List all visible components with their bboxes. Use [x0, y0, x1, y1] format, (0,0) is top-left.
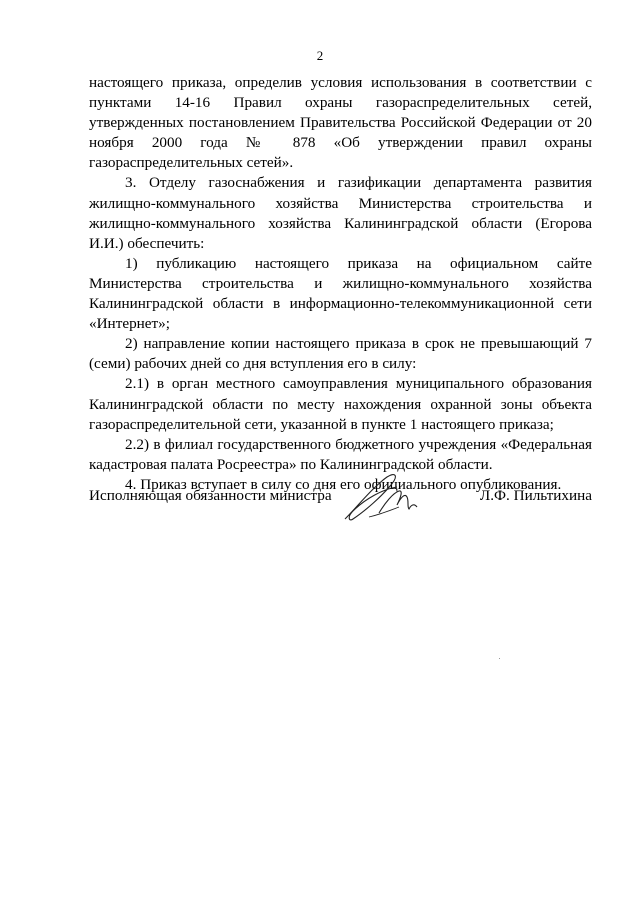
paragraph-continuation: настоящего приказа, определив условия использования в соответствии с пунктами 14-16 Правил охраны газораспределительных сетей, утвержденных постановлением Правительства Российской Федерации от 20 ноября 2000 года № 878 «Об утверждении правил охраны газораспределительных сетей».: [89, 74, 592, 172]
paragraph-item-4: 4. Приказ вступает в силу со дня его официального опубликования.: [125, 475, 562, 493]
paragraph-item-2-2: 2.2) в филиал государственного бюджетного учреждения «Федеральная кадастровая палата Росреестра» по Калининградской области.: [89, 435, 592, 473]
signature-block: [89, 487, 592, 527]
signatory-name: Л.Ф. Пильтихина: [479, 487, 592, 504]
signatory-title: Исполняющая обязанности министра: [89, 487, 332, 504]
scan-speck: [499, 658, 500, 659]
page-number: 2: [316, 48, 324, 63]
paragraph-item-2-1: 2.1) в орган местного самоуправления муниципального образования Калининградской области по месту нахождения охранной зоны объекта газораспределительной сети, указанной в пункте 1 настоящего приказа;: [89, 375, 592, 433]
paragraph-item-3-2: 2) направление копии настоящего приказа в срок не превышающий 7 (семи) рабочих дней со дня вступления его в силу:: [89, 335, 592, 373]
handwritten-signature: [339, 467, 429, 527]
paragraph-item-3-1: 1) публикацию настоящего приказа на официальном сайте Министерства строительства и жилищно-коммунального хозяйства Калининградской области в информационно-телекоммуникационной сети «Интернет»;: [89, 254, 592, 333]
document-body: [89, 73, 592, 495]
paragraph-item-3: 3. Отделу газоснабжения и газификации департамента развития жилищно-коммунального хозяйства Министерства строительства и жилищно-коммунального хозяйства Калининградской области (Егорова И.И.) обеспечить:: [89, 174, 592, 252]
